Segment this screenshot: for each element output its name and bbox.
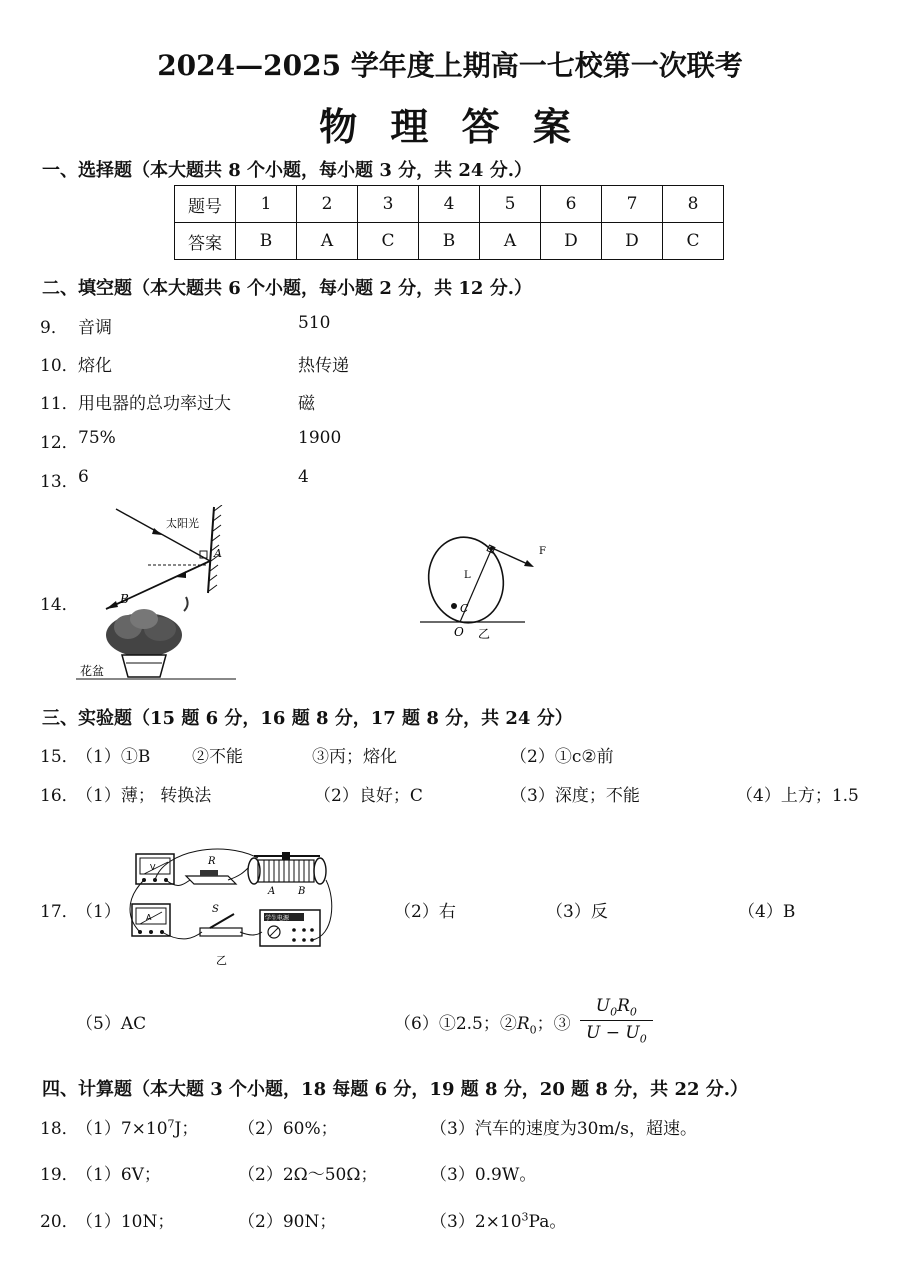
- answer-text: （2）60%；: [238, 1119, 338, 1139]
- section3-heading: 三、实验题（15 题 6 分，16 题 8 分，17 题 8 分，共 24 分）: [42, 708, 573, 729]
- switch-icon: [200, 904, 242, 936]
- figure-caption: 乙: [216, 954, 227, 967]
- table-row: [175, 223, 724, 260]
- table-cell: C: [663, 223, 724, 260]
- row-label: 答案: [175, 223, 236, 260]
- answer-text: （1）10N；: [76, 1212, 175, 1232]
- force-label: F: [539, 546, 546, 557]
- table-cell: 3: [358, 186, 419, 223]
- svg-text:A: A: [268, 886, 276, 897]
- item-number: 19．: [40, 1165, 79, 1185]
- answer-text: （1）薄； 转换法: [76, 786, 212, 806]
- center-point: [451, 603, 457, 609]
- point-o-label: O: [454, 625, 464, 639]
- table-cell: 1: [236, 186, 297, 223]
- point-b-label: B: [120, 592, 129, 606]
- subscript: 0: [529, 1023, 537, 1037]
- item-number: 11．: [40, 394, 79, 414]
- item-number: 14．: [40, 595, 79, 615]
- power-supply-icon: [260, 910, 320, 946]
- force-diagram: [420, 532, 550, 644]
- answer-text: （2）2Ω～50Ω；: [238, 1165, 378, 1185]
- svg-text:B: B: [298, 886, 306, 897]
- plant-icon: [106, 597, 188, 677]
- answer-text: （4）上方；1.5: [736, 786, 859, 806]
- answer-text: （2）良好；C: [314, 786, 423, 806]
- table-cell: B: [419, 223, 480, 260]
- figure-caption: 乙: [478, 627, 491, 641]
- table-cell: C: [358, 223, 419, 260]
- answer-text: 4: [298, 467, 309, 487]
- answer-text: 音调: [78, 318, 112, 338]
- section2-heading: 二、填空题（本大题共 6 个小题，每小题 2 分，共 12 分.）: [42, 278, 532, 299]
- table-row: [175, 186, 724, 223]
- fraction: [580, 996, 653, 1046]
- answer-text: （2）90N；: [238, 1212, 337, 1232]
- item-number: 18．: [40, 1119, 79, 1139]
- length-label: L: [464, 570, 471, 581]
- answer-text: ②不能: [192, 747, 243, 767]
- answer-text: （1）: [76, 902, 121, 922]
- answer-text: 用电器的总功率过大: [78, 394, 231, 414]
- svg-text:A: A: [146, 913, 152, 922]
- pot-icon: [122, 655, 166, 677]
- page-subtitle: 物 理 答 案: [319, 104, 581, 149]
- ammeter-icon: [132, 904, 170, 936]
- table-cell: A: [480, 223, 541, 260]
- circuit-diagram: [124, 840, 346, 970]
- item-number: 15．: [40, 747, 79, 767]
- answer-table: [174, 185, 724, 260]
- answer-text: 熔化: [78, 356, 112, 376]
- reflection-diagram: [76, 505, 236, 683]
- answer-text: （3）0.9W。: [430, 1165, 537, 1185]
- answer-text: （1）①B: [76, 747, 151, 767]
- sun-label: 太阳光: [166, 517, 199, 530]
- table-cell: 5: [480, 186, 541, 223]
- fraction-numerator: $U_0R_0$: [580, 996, 653, 1021]
- answer-text: （2）①c②前: [510, 747, 614, 767]
- svg-text:R: R: [208, 856, 216, 867]
- answer-formula: [394, 1009, 571, 1036]
- svg-text:学生电源: 学生电源: [265, 915, 290, 922]
- answer-text: 1900: [298, 428, 342, 448]
- answer-text: （3）深度；不能: [510, 786, 640, 806]
- answer-text: （3）反: [546, 902, 608, 922]
- table-cell: 6: [541, 186, 602, 223]
- table-cell: 2: [297, 186, 358, 223]
- answer-text: （4）B: [738, 902, 796, 922]
- item-number: 20．: [40, 1212, 79, 1232]
- answer-text: $(1)7\times 10^7J$；: [76, 1117, 199, 1139]
- answer-text: （6）①2.5；②: [394, 1014, 517, 1034]
- symbol-r0: R: [516, 1014, 530, 1034]
- table-cell: B: [236, 223, 297, 260]
- item-number: 17．: [40, 902, 79, 922]
- answer-text: 6: [78, 467, 89, 487]
- answer-text: 510: [298, 313, 331, 333]
- fraction-denominator: $U - U_0$: [586, 1023, 647, 1046]
- section4-heading: 四、计算题（本大题 3 个小题，18 每题 6 分，19 题 8 分，20 题 8 分，共 22 分.）: [42, 1079, 749, 1100]
- force-point: [490, 546, 494, 550]
- arrowhead-icon: [524, 560, 534, 567]
- item-number: 13．: [40, 472, 79, 492]
- item-number: 10．: [40, 356, 79, 376]
- answer-text: （3）汽车的速度为30m/s，超速。: [430, 1119, 698, 1139]
- svg-text:S: S: [212, 904, 219, 915]
- table-cell: D: [602, 223, 663, 260]
- rheostat-icon: [248, 852, 326, 897]
- item-number: 12．: [40, 433, 79, 453]
- answer-text: （2）右: [394, 902, 456, 922]
- answer-text: 磁: [298, 394, 315, 414]
- answer-text: 热传递: [298, 356, 349, 376]
- point-c-label: C: [460, 602, 469, 615]
- svg-text:V: V: [150, 863, 156, 872]
- table-cell: A: [297, 223, 358, 260]
- answer-text: ；③: [536, 1014, 571, 1034]
- point-a-label: A: [214, 547, 222, 560]
- section1-heading: 一、选择题（本大题共 8 个小题，每小题 3 分，共 24 分.）: [42, 160, 532, 181]
- item-number: 9．: [40, 318, 68, 338]
- answer-text: （1）6V；: [76, 1165, 161, 1185]
- table-cell: D: [541, 223, 602, 260]
- table-cell: 4: [419, 186, 480, 223]
- item-number: 16．: [40, 786, 79, 806]
- answer-text: $(3)2\times 10^3Pa$。: [430, 1210, 567, 1232]
- page-title: 2024—2025 学年度上期高一七校第一次联考: [157, 49, 743, 82]
- arrowhead-icon: [176, 571, 186, 578]
- pot-label: 花盆: [80, 664, 105, 678]
- answer-text: 75%: [78, 428, 116, 448]
- answer-text: ③丙；熔化: [312, 747, 397, 767]
- table-cell: 7: [602, 186, 663, 223]
- row-label: 题号: [175, 186, 236, 223]
- arrowhead-icon: [106, 601, 118, 609]
- table-cell: 8: [663, 186, 724, 223]
- answer-text: （5）AC: [76, 1014, 147, 1034]
